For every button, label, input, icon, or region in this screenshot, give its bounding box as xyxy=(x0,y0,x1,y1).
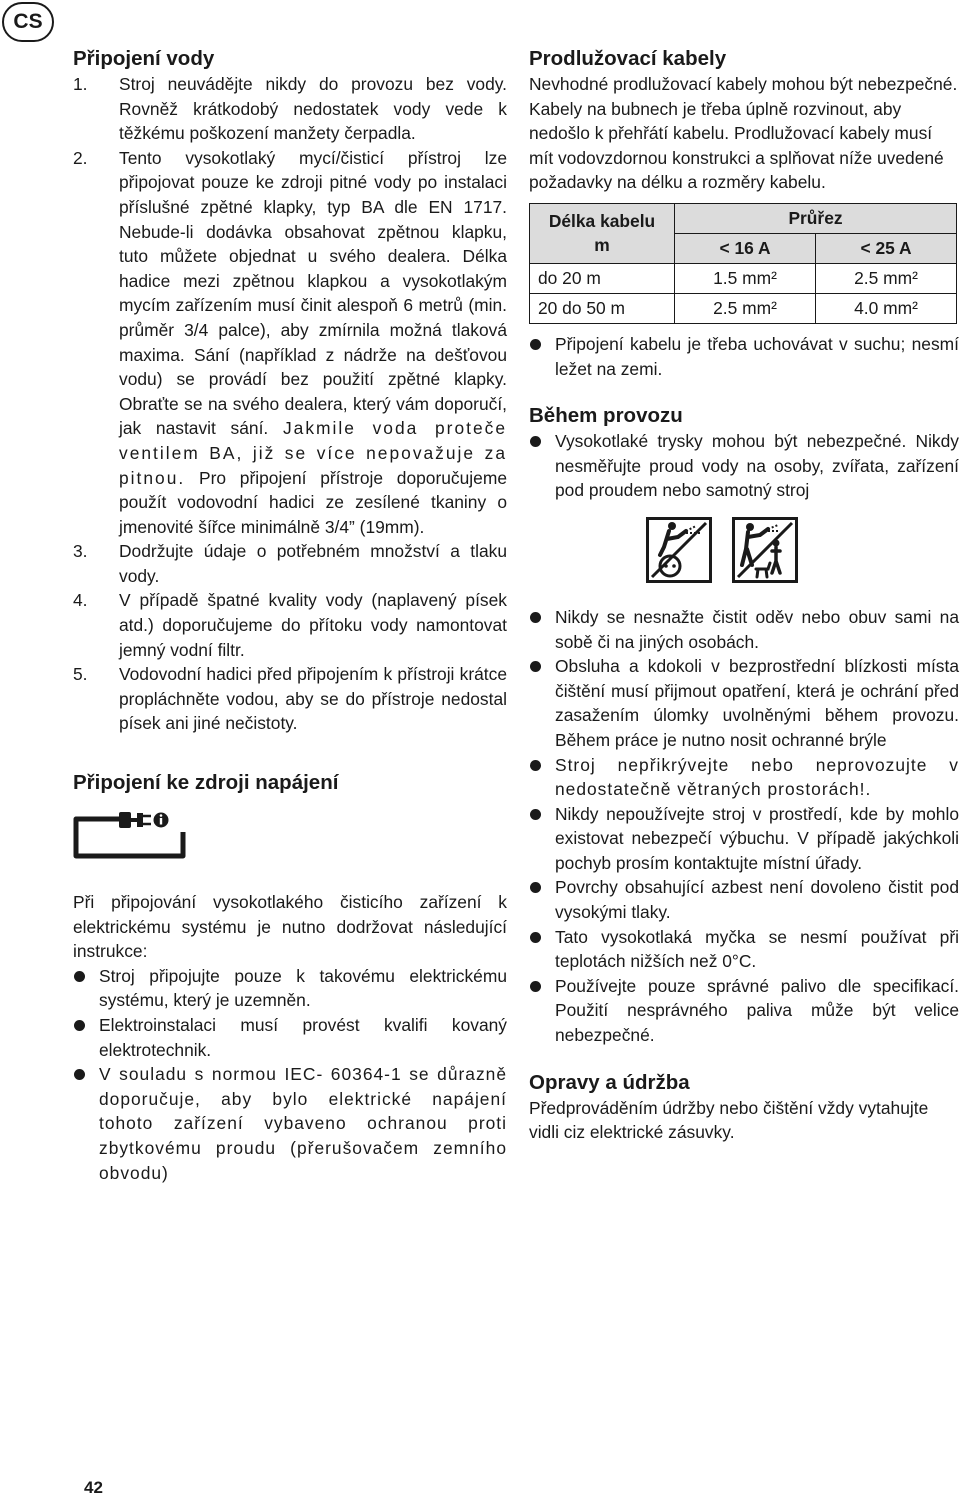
repair-text: Předprováděním údržby nebo čištění vždy vytahujte vidli ciz elektrické zásuvky. xyxy=(529,1097,929,1143)
item-number: 3. xyxy=(73,541,88,562)
bullet-text: V souladu s normou IEC- 60364-1 se důrazně doporučuje, aby bylo elektrické napájení tohoto zařízení vybaveno ochranou proti zbytkovému proudu (přerušovačem zemního obvodu) xyxy=(99,1064,507,1183)
bullet-text: Používejte pouze správné palivo dle specifikací. Použití nesprávného paliva může být velice nebezpečné. xyxy=(555,975,959,1046)
list-item xyxy=(73,588,507,662)
extension-cables-heading: Prodlužovací kabely xyxy=(529,47,727,70)
bullet-icon xyxy=(530,661,541,672)
list-item xyxy=(73,1062,507,1185)
power-intro: Při připojování vysokotlakého čisticího zařízení k elektrickému systému je nutno dodržovat následující instrukce: xyxy=(73,892,507,962)
table-row xyxy=(530,263,957,293)
left-column xyxy=(73,46,507,1185)
list-item xyxy=(73,146,507,540)
table-row xyxy=(530,293,957,323)
no-spray-electrical-icon xyxy=(646,517,712,583)
table-cell: 2.5 mm² xyxy=(675,293,816,323)
list-item xyxy=(529,974,959,1048)
bullet-icon xyxy=(530,882,541,893)
item-number: 2. xyxy=(73,147,88,168)
bullet-text: Připojení kabelu je třeba uchovávat v suchu; nesmí ležet na zemi. xyxy=(555,333,959,379)
table-cell: 2.5 mm² xyxy=(816,263,957,293)
bullet-icon xyxy=(74,1020,85,1031)
repair-heading: Opravy a údržba xyxy=(529,1070,690,1094)
bullet-icon xyxy=(74,971,85,982)
header-length-unit: m xyxy=(594,235,610,256)
list-item xyxy=(73,662,507,736)
bullet-icon xyxy=(530,809,541,820)
item-number: 4. xyxy=(73,590,88,611)
list-item xyxy=(73,72,507,146)
item-text-warning: Jakmile voda proteče ventilem BA, již se více nepovažuje za pitnou. xyxy=(119,418,507,488)
language-badge: CS xyxy=(2,2,54,42)
repair-section xyxy=(529,1070,959,1145)
bullet-icon xyxy=(530,760,541,771)
item-text-recommendation: Pro připojení přístroje doporučujeme použít vodovodní hadici ze zesílené tkaniny o jmenovité šířce minimálně 3/4” (19mm). xyxy=(119,467,507,537)
operation-section xyxy=(529,403,959,1047)
bullet-text: Stroj nepřikrývejte nebo neprovozujte v nedostatečně větraných prostorách!. xyxy=(555,754,959,800)
operation-bullets xyxy=(529,605,959,1048)
power-bullets xyxy=(73,964,507,1185)
plug-info-icon xyxy=(73,810,189,874)
bullet-text: Elektroinstalaci musí provést kvalifi kovaný elektrotechnik. xyxy=(99,1015,507,1060)
item-text: V případě špatné kvality vody (naplavený písek atd.) doporučujeme do přítoku vody namontovat jemný vodní filtr. xyxy=(119,590,507,660)
no-spray-people-animals-icon xyxy=(732,517,798,583)
list-item xyxy=(529,802,959,876)
list-item xyxy=(529,605,959,654)
table-header-length xyxy=(530,203,675,263)
table-cell: 1.5 mm² xyxy=(675,263,816,293)
header-length-label: Délka kabelu xyxy=(548,210,656,231)
operation-heading: Během provozu xyxy=(529,404,683,428)
list-item xyxy=(73,1013,507,1062)
bullet-icon xyxy=(530,932,541,943)
bullet-text: Obsluha a kdokoli v bezprostřední blízkosti místa čištění musí přijmout opatření, která je ochrání před zasažením úlomky uvolněnými během provozu. Během práce je nutno nosit ochranné brýle xyxy=(555,656,959,750)
list-item xyxy=(73,964,507,1013)
bullet-text: Vysokotlaké trysky mohou být nebezpečné. Nikdy nesměřujte proud vody na osoby, zvířata, zařízení pod proudem nebo samotný stroj xyxy=(555,431,959,501)
item-number: 1. xyxy=(73,74,88,94)
item-text: Tento vysokotlaký mycí/čisticí přístroj lze připojovat pouze ke zdroji pitné vody po instalaci příslušné zpětné klapky, typ BA dle EN 1717. Nebude-li dodávka obsahovat zpětnou klapku, tuto můžete objednat u svého dealera. Délka hadice mezi zpětnou klapkou a vysokotlakým mycím zařízením musí činit alespoň 6 metrů (min. průměr 3/4 palce), aby zmírnila možná tlaková maxima. Sání (například z nádrže na dešťovou vodu) se provádí bez použití zpětné klapky. Obraťte se na svého dealera, který vám doporučí, jak nastavit sání. xyxy=(119,147,507,439)
bullet-icon xyxy=(530,981,541,992)
bullet-icon xyxy=(530,612,541,623)
table-cell: 20 do 50 m xyxy=(530,293,675,323)
list-item xyxy=(529,753,959,802)
bullet-icon xyxy=(530,339,541,350)
bullet-icon xyxy=(74,1069,85,1080)
right-column xyxy=(529,46,959,1145)
safety-icons xyxy=(529,517,959,583)
list-item xyxy=(529,875,959,924)
cable-table xyxy=(529,203,957,324)
bullet-text: Nikdy se nesnažte čistit oděv nebo obuv sami na sobě či na jiných osobách. xyxy=(555,606,959,652)
bullet-text: Stroj připojujte pouze k takovému elektrickému systému, který je uzemněn. xyxy=(99,965,507,1011)
bullet-text: Povrchy obsahující azbest není dovoleno čistit pod vysokými tlaky. xyxy=(555,877,959,923)
table-header-25a: < 25 A xyxy=(816,233,957,263)
table-header-row xyxy=(530,203,957,233)
power-connection-section xyxy=(73,770,507,1185)
bullet-text: Nikdy nepoužívejte stroj v prostředí, kde by mohlo existovat nebezpečí výbuchu. V případě jakýchkoli pochyb prosím kontaktujte místní úřady. xyxy=(555,803,959,873)
page-number: 42 xyxy=(84,1478,103,1497)
water-connection-section xyxy=(73,46,507,736)
list-item xyxy=(529,332,959,381)
list-item xyxy=(529,429,959,503)
power-connection-heading: Připojení ke zdroji napájení xyxy=(73,771,339,795)
list-item xyxy=(529,654,959,752)
bullet-text: Tato vysokotlaká myčka se nesmí používat při teplotách nižších než 0°C. xyxy=(555,926,959,972)
table-cell: 4.0 mm² xyxy=(816,293,957,323)
item-number: 5. xyxy=(73,664,88,685)
operation-first-bullet xyxy=(529,429,959,503)
water-connection-heading: Připojení vody xyxy=(73,47,215,70)
extension-note-list xyxy=(529,332,959,381)
bullet-icon xyxy=(530,436,541,447)
list-item xyxy=(529,925,959,974)
table-header-16a: < 16 A xyxy=(675,233,816,263)
item-text: Vodovodní hadici před připojením k přístroji krátce propláchněte vodou, aby se do přístroje nedostal písek ani jiné nečistoty. xyxy=(119,664,507,734)
item-text: Stroj neuvádějte nikdy do provozu bez vody. Rovněž krátkodobý nedostatek vody vede k těžkému poškození manžety čerpadla. xyxy=(119,74,507,144)
water-connection-list xyxy=(73,72,507,736)
item-text: Dodržujte údaje o potřebném množství a tlaku vody. xyxy=(119,541,507,586)
extension-intro: Nevhodné prodlužovací kabely mohou být nebezpečné. Kabely na bubnech je třeba úplně rozvinout, aby nedošlo k přehřátí kabelu. Prodlužovací kabely musí mít vodovzdornou konstrukci a splňovat níže uvedené požadavky na délku a rozměry kabelu. xyxy=(529,74,958,193)
table-header-cross-section: Průřez xyxy=(675,203,957,233)
list-item xyxy=(73,539,507,588)
table-cell: do 20 m xyxy=(530,263,675,293)
extension-cables-section xyxy=(529,46,959,381)
